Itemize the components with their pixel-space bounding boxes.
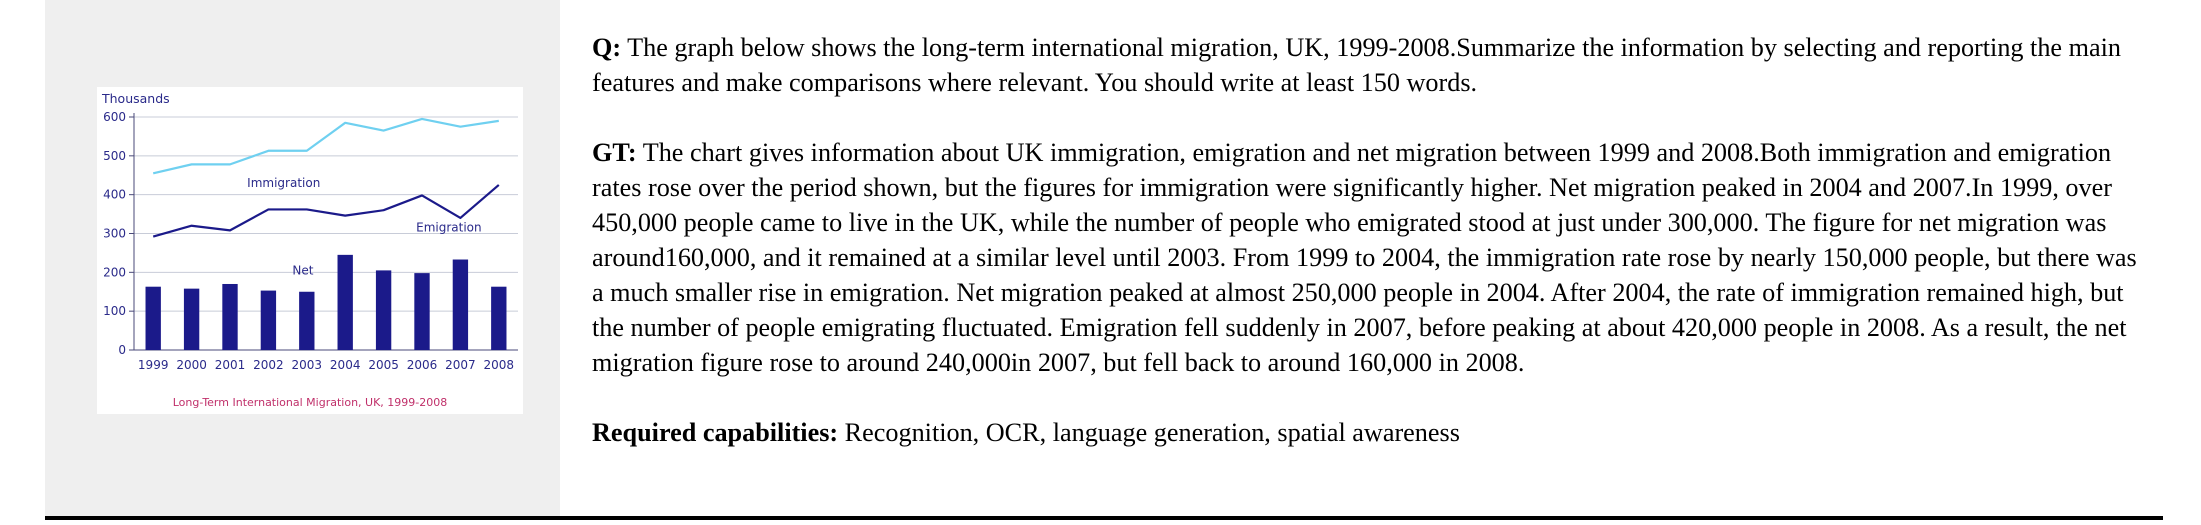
- y-tick-label: 100: [103, 304, 126, 319]
- series-label-immigration: Immigration: [247, 175, 321, 190]
- bar-net-2007: [453, 260, 468, 350]
- series-label-emigration: Emigration: [416, 220, 482, 235]
- capabilities-paragraph: [592, 415, 2152, 450]
- x-tick-label: 2000: [176, 358, 207, 372]
- bar-net-2006: [414, 273, 429, 350]
- question-paragraph: [592, 30, 2152, 100]
- ground-truth-text: The chart gives information about UK immigration, emigration and net migration between 1999 and 2008.Both immigration and emigration rates rose over the period shown, but the figures for immigration were significantly higher. Net migration peaked in 2004 and 2007.In 1999, over 450,000 people came to live in the UK, while the number of people who emigrated stood at just under 300,000. The figure for net migration was around160,000, and it remained at a similar level until 2003. From 1999 to 2004, the immigration rate rose by nearly 150,000 people, but there was a much smaller rise in emigration. Net migration peaked at almost 250,000 people in 2004. After 2004, the rate of immigration remained high, but the number of people emigrating fluctuated. Emigration fell suddenly in 2007, before peaking at about 420,000 people in 2008. As a result, the net migration figure rose to around 240,000in 2007, but fell back to around 160,000 in 2008.: [592, 138, 2137, 377]
- x-tick-label: 2004: [329, 358, 361, 372]
- bar-net-2002: [261, 291, 276, 350]
- bar-net-2005: [376, 270, 391, 350]
- question-text: The graph below shows the long-term international migration, UK, 1999-2008.Summarize the information by selecting and reporting the main features and make comparisons where relevant. You should write at least 150 words.: [592, 33, 2121, 97]
- chart-title: Long-Term International Migration, UK, 1999-2008: [172, 396, 448, 409]
- x-tick-label: 2002: [253, 358, 284, 372]
- y-tick-label: 300: [103, 226, 126, 241]
- x-tick-label: 2007: [445, 358, 476, 372]
- text-column: [592, 30, 2152, 485]
- x-tick-label: 2005: [368, 358, 399, 372]
- question-label: Q:: [592, 33, 622, 62]
- x-tick-label: 1999: [137, 358, 169, 372]
- y-tick-label: 0: [118, 343, 126, 357]
- capabilities-label: Required capabilities:: [592, 418, 839, 447]
- migration-chart: [97, 87, 523, 414]
- y-tick-label: 200: [103, 265, 126, 280]
- y-tick-label: 500: [103, 148, 126, 163]
- ground-truth-paragraph: [592, 135, 2152, 380]
- chart-figure: [97, 87, 523, 414]
- ground-truth-label: GT:: [592, 138, 637, 167]
- capabilities-text: Recognition, OCR, language generation, spatial awareness: [844, 418, 1460, 447]
- bottom-rule: [45, 516, 2163, 520]
- bar-net-2003: [299, 292, 314, 350]
- x-tick-label: 2003: [291, 358, 323, 372]
- bar-net-2000: [184, 289, 199, 350]
- y-tick-label: 400: [103, 187, 126, 202]
- y-axis-label: Thousands: [102, 91, 170, 106]
- line-immigration: [153, 119, 499, 173]
- bar-net-1999: [146, 287, 161, 350]
- bar-net-2001: [222, 284, 237, 350]
- series-label-net: Net: [292, 263, 314, 278]
- bar-net-2004: [338, 255, 353, 350]
- bar-net-2008: [491, 287, 506, 350]
- x-tick-label: 2008: [483, 358, 515, 372]
- x-tick-label: 2001: [214, 358, 246, 372]
- y-tick-label: 600: [103, 110, 126, 124]
- x-tick-label: 2006: [406, 358, 438, 372]
